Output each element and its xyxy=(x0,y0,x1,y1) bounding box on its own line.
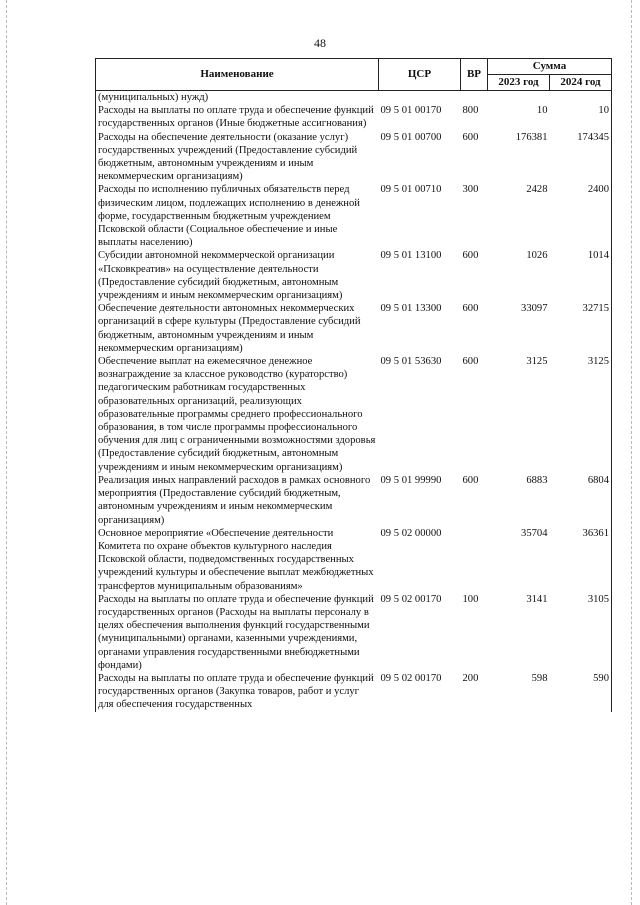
row-sum-2024: 6804 xyxy=(550,474,612,527)
row-vr xyxy=(461,527,488,593)
row-vr: 600 xyxy=(462,474,479,486)
row-vr: 300 xyxy=(462,184,479,196)
row-sum-2023: 3125 xyxy=(526,356,548,368)
row-sum-2024: 590 xyxy=(550,672,612,712)
row-sum-2024 xyxy=(550,91,612,105)
table-row xyxy=(96,91,612,105)
page-right-edge xyxy=(631,0,633,905)
row-vr: 100 xyxy=(462,593,479,605)
table-row xyxy=(96,104,612,130)
row-csr: 09 5 02 00000 xyxy=(380,527,442,539)
table-row xyxy=(96,593,612,672)
budget-table xyxy=(95,58,612,712)
row-name: Расходы на выплаты по оплате труда и обеспечение функций государственных органов (Расходы на выплаты персоналу в целях обеспечения выполнения функций государственными (муниципальными) органами, казенными учреждениями, органами управления государственными внебюджетными фондами) xyxy=(96,593,379,672)
row-sum-2024: 1014 xyxy=(550,249,612,302)
row-vr: 200 xyxy=(462,672,479,684)
table-row xyxy=(96,302,612,355)
row-csr: 09 5 02 00170 xyxy=(380,593,442,605)
row-sum-2024: 32715 xyxy=(550,302,612,355)
table-row xyxy=(96,355,612,474)
header-vr: ВР xyxy=(461,59,488,91)
row-sum-2023: 598 xyxy=(531,672,548,684)
row-vr: 800 xyxy=(462,105,479,117)
row-vr: 600 xyxy=(462,356,479,368)
header-year-2023: 2023 год xyxy=(488,75,550,91)
row-sum-2024: 10 xyxy=(550,104,612,130)
row-vr: 600 xyxy=(462,303,479,315)
header-name: Наименование xyxy=(96,59,379,91)
row-csr: 09 5 01 99990 xyxy=(380,474,442,486)
row-vr xyxy=(461,91,488,105)
row-sum-2023: 33097 xyxy=(521,303,548,315)
row-csr: 09 5 01 53630 xyxy=(380,356,442,368)
row-sum-2023: 10 xyxy=(536,105,548,117)
row-name: Расходы на выплаты по оплате труда и обеспечение функций государственных органов (Иные бюджетные ассигнования) xyxy=(96,104,379,130)
row-name: Основное мероприятие «Обеспечение деятельности Комитета по охране объектов культурного наследия Псковской области, подведомственных государственных учреждений культуры и обеспечение выплат межбюджетных трансфертов муниципальным образованиям» xyxy=(96,527,379,593)
table-row xyxy=(96,183,612,249)
row-sum-2023: 35704 xyxy=(521,527,548,539)
row-vr: 600 xyxy=(462,250,479,262)
header-sum: Сумма xyxy=(488,59,612,75)
table-row xyxy=(96,131,612,184)
table-row xyxy=(96,249,612,302)
row-vr: 600 xyxy=(462,131,479,143)
row-sum-2024: 2400 xyxy=(550,183,612,249)
row-name: (муниципальных) нужд) xyxy=(96,91,379,105)
row-sum-2023: 3141 xyxy=(526,593,548,605)
row-csr: 09 5 01 13300 xyxy=(380,303,442,315)
row-csr xyxy=(379,91,461,105)
row-sum-2024: 3125 xyxy=(550,355,612,474)
row-sum-2023: 176381 xyxy=(515,131,548,143)
table-row xyxy=(96,672,612,712)
row-name: Реализация иных направлений расходов в рамках основного мероприятия (Предоставление субсидий бюджетным, автономным учреждениям и иным некоммерческим организациям) xyxy=(96,474,379,527)
row-name: Расходы на выплаты по оплате труда и обеспечение функций государственных органов (Закупка товаров, работ и услуг для обеспечения государственных xyxy=(96,672,379,712)
page-left-edge xyxy=(6,0,8,905)
row-sum-2024: 3105 xyxy=(550,593,612,672)
page-number: 48 xyxy=(314,36,326,50)
row-csr: 09 5 01 13100 xyxy=(380,250,442,262)
row-name: Обеспечение деятельности автономных некоммерческих организаций в сфере культуры (Предоставление субсидий бюджетным, автономным учреждениям и иным некоммерческим организациям) xyxy=(96,302,379,355)
row-sum-2024: 174345 xyxy=(550,131,612,184)
row-sum-2023: 1026 xyxy=(526,250,548,262)
row-csr: 09 5 01 00710 xyxy=(380,184,442,196)
row-sum-2023: 6883 xyxy=(526,474,548,486)
row-name: Субсидии автономной некоммерческой организации «Псковкреатив» на осуществление деятельности (Предоставление субсидий бюджетным, автономным учреждениям и иным некоммерческим организациям) xyxy=(96,249,379,302)
row-name: Расходы на обеспечение деятельности (оказание услуг) государственных учреждений (Предоставление субсидий бюджетным, автономным учреждениям и иным некоммерческим организациям) xyxy=(96,131,379,184)
row-csr: 09 5 01 00700 xyxy=(380,131,442,143)
table-row xyxy=(96,474,612,527)
table-row xyxy=(96,527,612,593)
row-sum-2023: 2428 xyxy=(526,184,548,196)
row-name: Расходы по исполнению публичных обязательств перед физическим лицом, подлежащих исполнению в денежной форме, государственным бюджетным учреждением Псковской области (Социальное обеспечение и иные выплаты населению) xyxy=(96,183,379,249)
header-year-2024: 2024 год xyxy=(550,75,612,91)
row-sum-2023 xyxy=(488,91,550,105)
row-name: Обеспечение выплат на ежемесячное денежное вознаграждение за классное руководство (кураторство) педагогическим работникам государственных образовательных организаций, реализующих образовательные программы среднего профессионального образования, в том числе программы профессионального обучения для лиц с ограниченными возможностями здоровья (Предоставление субсидий бюджетным, автономным учреждениям и иным некоммерческим организациям) xyxy=(96,355,379,474)
row-sum-2024: 36361 xyxy=(550,527,612,593)
row-csr: 09 5 01 00170 xyxy=(380,105,442,117)
row-csr: 09 5 02 00170 xyxy=(380,672,442,684)
header-csr: ЦСР xyxy=(379,59,461,91)
